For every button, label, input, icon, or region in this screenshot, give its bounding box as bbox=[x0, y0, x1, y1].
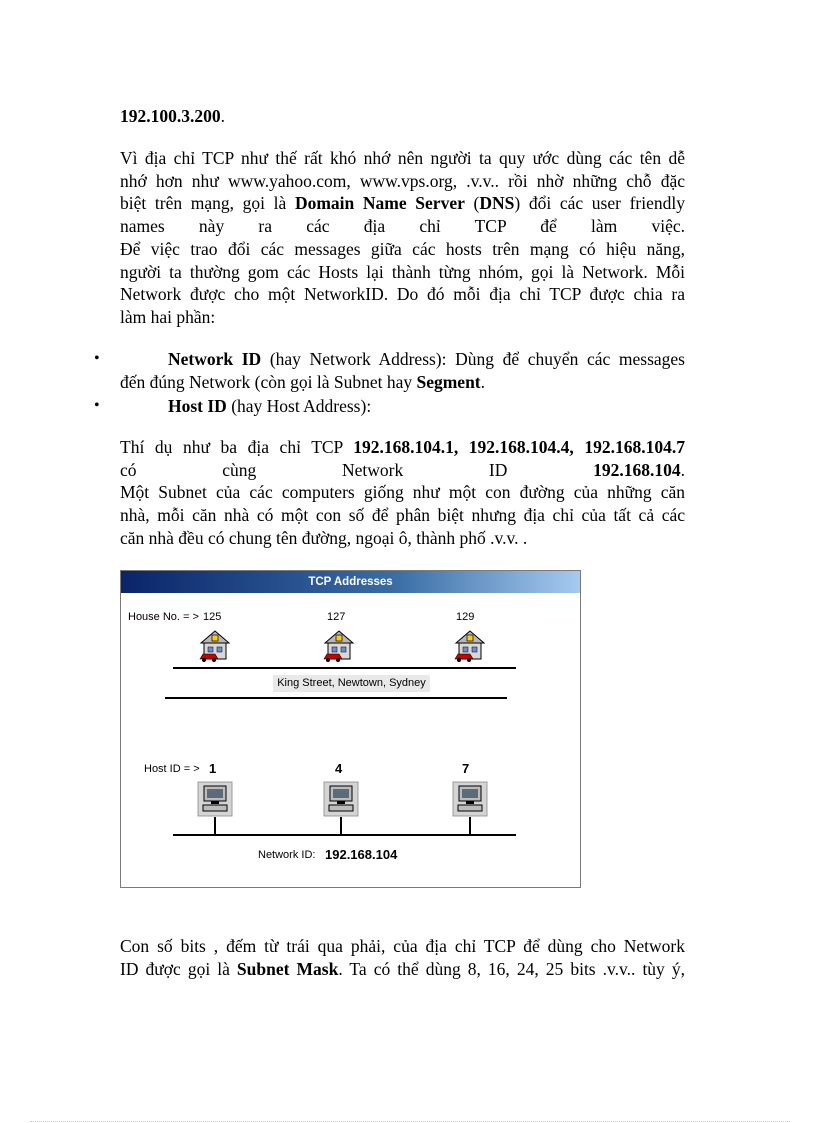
house-number: 127 bbox=[327, 611, 346, 623]
network-id-label: Network ID: bbox=[258, 849, 316, 861]
bullet-host-id: Host ID (hay Host Address): bbox=[168, 396, 372, 416]
host-id: 1 bbox=[209, 761, 217, 776]
street-line-top bbox=[173, 667, 516, 669]
house-number-label: House No. = > bbox=[128, 611, 199, 623]
network-bus-line bbox=[173, 834, 516, 836]
paragraph-dns: Vì địa chỉ TCP như thế rất khó nhớ nên người ta quy ước dùng các tên dễ nhớ hơn như www.yahoo.com, www.vps.org, .v.v.. rồi nhờ những chỗ đặc biệt trên mạng, gọi là Domain Name Server (DNS) đổi các user friendly names này ra các địa chỉ TCP để làm việc. Để việc trao đổi các messages giữa các hosts trên mạng có hiệu năng, người ta thường gom các Hosts lại thành từng nhóm, gọi là Network. Mỗi Network được cho một NetworkID. Do đó mỗi địa chỉ TCP được chia ra làm hai phần: bbox=[120, 148, 686, 327]
house-icon bbox=[321, 629, 357, 665]
house-icon bbox=[452, 629, 488, 665]
host-drop-line bbox=[340, 817, 342, 835]
paragraph-subnet-mask: Con số bits , đếm từ trái qua phải, của địa chỉ TCP để dùng cho Network ID được gọi là Subnet Mask. Ta có thể dùng 8, 16, 24, 25 bits .v.v.. tùy ý, bbox=[120, 936, 685, 979]
house-icon bbox=[197, 629, 233, 665]
network-id-value: 192.168.104 bbox=[325, 847, 398, 862]
host-id: 7 bbox=[462, 761, 470, 776]
host-id-label: Host ID = > bbox=[144, 763, 200, 775]
figure-title: TCP Addresses bbox=[121, 571, 580, 593]
host-id: 4 bbox=[335, 761, 343, 776]
paragraph-example: Thí dụ như ba địa chỉ TCP 192.168.104.1, 192.168.104.4, 192.168.104.7 có cùng Network ID 192.168.104. Một Subnet của các computers giống như một con đường của những căn nhà, mỗi căn nhà có một con số để phân biệt nhưng địa chỉ của tất cả các căn nhà đều có chung tên đường, ngoại ô, thành phố .v.v. . bbox=[120, 437, 686, 548]
host-drop-line bbox=[469, 817, 471, 835]
ip-line: 192.100.3.200. bbox=[120, 106, 225, 126]
computer-icon bbox=[323, 781, 359, 817]
bullet-dot: • bbox=[94, 397, 100, 414]
house-number: 125 bbox=[203, 611, 222, 623]
house-number: 129 bbox=[456, 611, 475, 623]
host-drop-line bbox=[214, 817, 216, 835]
street-name: King Street, Newtown, Sydney bbox=[273, 675, 430, 692]
computer-icon bbox=[452, 781, 488, 817]
page-bottom-rule bbox=[30, 1121, 790, 1122]
computer-icon bbox=[197, 781, 233, 817]
ip-address: 192.100.3.200 bbox=[120, 106, 221, 126]
bullet-network-id: Network ID (hay Network Address): Dùng để chuyển các messages đến đúng Network (còn gọi là Subnet hay Segment. bbox=[120, 349, 685, 392]
bullet-dot: • bbox=[94, 350, 100, 367]
street-line-bottom bbox=[165, 697, 507, 699]
tcp-addresses-figure bbox=[120, 570, 581, 888]
